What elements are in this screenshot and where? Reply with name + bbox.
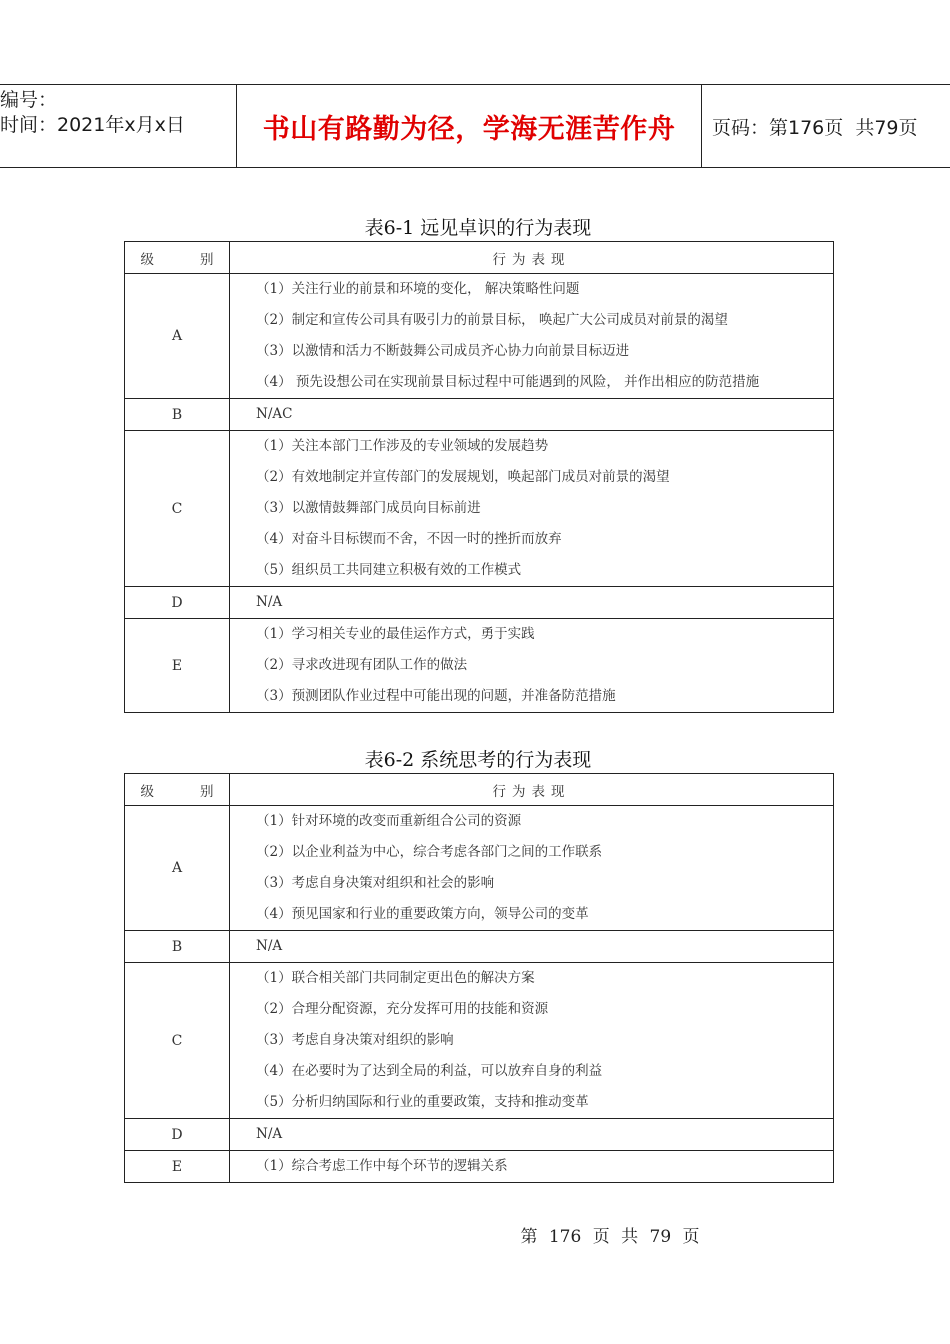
level-cell: B <box>125 399 230 431</box>
table-row <box>125 806 834 931</box>
table1 <box>124 241 834 713</box>
behavior-item: （1）关注本部门工作涉及的专业领域的发展趋势 <box>256 438 549 454</box>
table-row <box>125 399 834 431</box>
column-header-level-char2: 别 <box>200 783 214 800</box>
table1-caption: 表6-1 远见卓识的行为表现 <box>364 217 592 239</box>
behavior-item: （5）组织员工共同建立积极有效的工作模式 <box>256 562 522 578</box>
behavior-item: （3）以激情鼓舞部门成员向目标前进 <box>256 500 481 516</box>
table-row <box>125 587 834 619</box>
behavior-cell <box>230 431 834 587</box>
behavior-item: （3）预测团队作业过程中可能出现的问题，并准备防范措施 <box>256 688 616 704</box>
behavior-item: （4）对奋斗目标锲而不舍，不因一时的挫折而放弃 <box>256 531 562 547</box>
behavior-item: （4） 预先设想公司在实现前景目标过程中可能遇到的风险， 并作出相应的防范措施 <box>256 374 760 390</box>
behavior-cell <box>230 274 834 399</box>
behavior-item: （4）预见国家和行业的重要政策方向，领导公司的变革 <box>256 906 589 922</box>
behavior-cell <box>230 619 834 713</box>
table-row <box>125 274 834 399</box>
column-header-level-char2: 别 <box>200 251 214 268</box>
motto: 书山有路勤为径，学海无涯苦作舟 <box>237 85 702 167</box>
column-header-level <box>125 242 230 274</box>
page-info <box>702 85 950 167</box>
level-cell: D <box>125 1119 230 1151</box>
behavior-cell: N/A <box>230 587 834 619</box>
behavior-item: （1）学习相关专业的最佳运作方式，勇于实践 <box>256 626 535 642</box>
behavior-item: （2）合理分配资源，充分发挥可用的技能和资源 <box>256 1001 549 1017</box>
number-label: 编号： <box>0 89 58 111</box>
behavior-item: （2）有效地制定并宣传部门的发展规划，唤起部门成员对前景的渴望 <box>256 469 670 485</box>
table2-caption: 表6-2 系统思考的行为表现 <box>364 749 592 771</box>
behavior-cell: N/A <box>230 1119 834 1151</box>
table2-body <box>125 806 834 1183</box>
behavior-item: （1）联合相关部门共同制定更出色的解决方案 <box>256 970 535 986</box>
behavior-cell: N/AC <box>230 399 834 431</box>
behavior-item: （2）制定和宣传公司具有吸引力的前景目标， 唤起广大公司成员对前景的渴望 <box>256 312 728 328</box>
table-row <box>125 619 834 713</box>
table-row <box>125 431 834 587</box>
level-cell: E <box>125 1151 230 1183</box>
behavior-cell <box>230 963 834 1119</box>
behavior-item: （3）考虑自身决策对组织的影响 <box>256 1032 454 1048</box>
table-row <box>125 1151 834 1183</box>
level-cell: D <box>125 587 230 619</box>
behavior-item: （3）以激情和活力不断鼓舞公司成员齐心协力向前景目标迈进 <box>256 343 630 359</box>
level-cell: B <box>125 931 230 963</box>
time-label: 时间：2021年x月x日 <box>0 114 185 136</box>
column-header-level-char1: 级 <box>140 251 154 268</box>
page-header <box>0 84 950 168</box>
behavior-cell <box>230 806 834 931</box>
level-cell: E <box>125 619 230 713</box>
behavior-item: （1）针对环境的改变而重新组合公司的资源 <box>256 813 522 829</box>
behavior-item: （3）考虑自身决策对组织和社会的影响 <box>256 875 495 891</box>
page-footer: 第 176 页 共 79 页 <box>520 1227 700 1247</box>
column-header-level <box>125 774 230 806</box>
level-cell: C <box>125 431 230 587</box>
column-header-behavior: 行为表现 <box>230 774 834 806</box>
header-meta <box>0 85 237 167</box>
level-cell: C <box>125 963 230 1119</box>
behavior-item: （2）寻求改进现有团队工作的做法 <box>256 657 468 673</box>
behavior-cell: N/A <box>230 931 834 963</box>
column-header-level-char1: 级 <box>140 783 154 800</box>
level-cell: A <box>125 274 230 399</box>
page-info-text: 页码：第176页 共79页 <box>712 116 918 139</box>
column-header-behavior: 行为表现 <box>230 242 834 274</box>
table-row <box>125 1119 834 1151</box>
behavior-item: （4）在必要时为了达到全局的利益，可以放弃自身的利益 <box>256 1063 603 1079</box>
table-row <box>125 963 834 1119</box>
table1-body <box>125 274 834 713</box>
behavior-item: （2）以企业利益为中心，综合考虑各部门之间的工作联系 <box>256 844 603 860</box>
behavior-item: （1）关注行业的前景和环境的变化， 解决策略性问题 <box>256 281 580 297</box>
table2 <box>124 773 834 1183</box>
level-cell: A <box>125 806 230 931</box>
behavior-item: （5）分析归纳国际和行业的重要政策，支持和推动变革 <box>256 1094 589 1110</box>
behavior-cell: （1）综合考虑工作中每个环节的逻辑关系 <box>230 1151 834 1183</box>
table-row <box>125 931 834 963</box>
